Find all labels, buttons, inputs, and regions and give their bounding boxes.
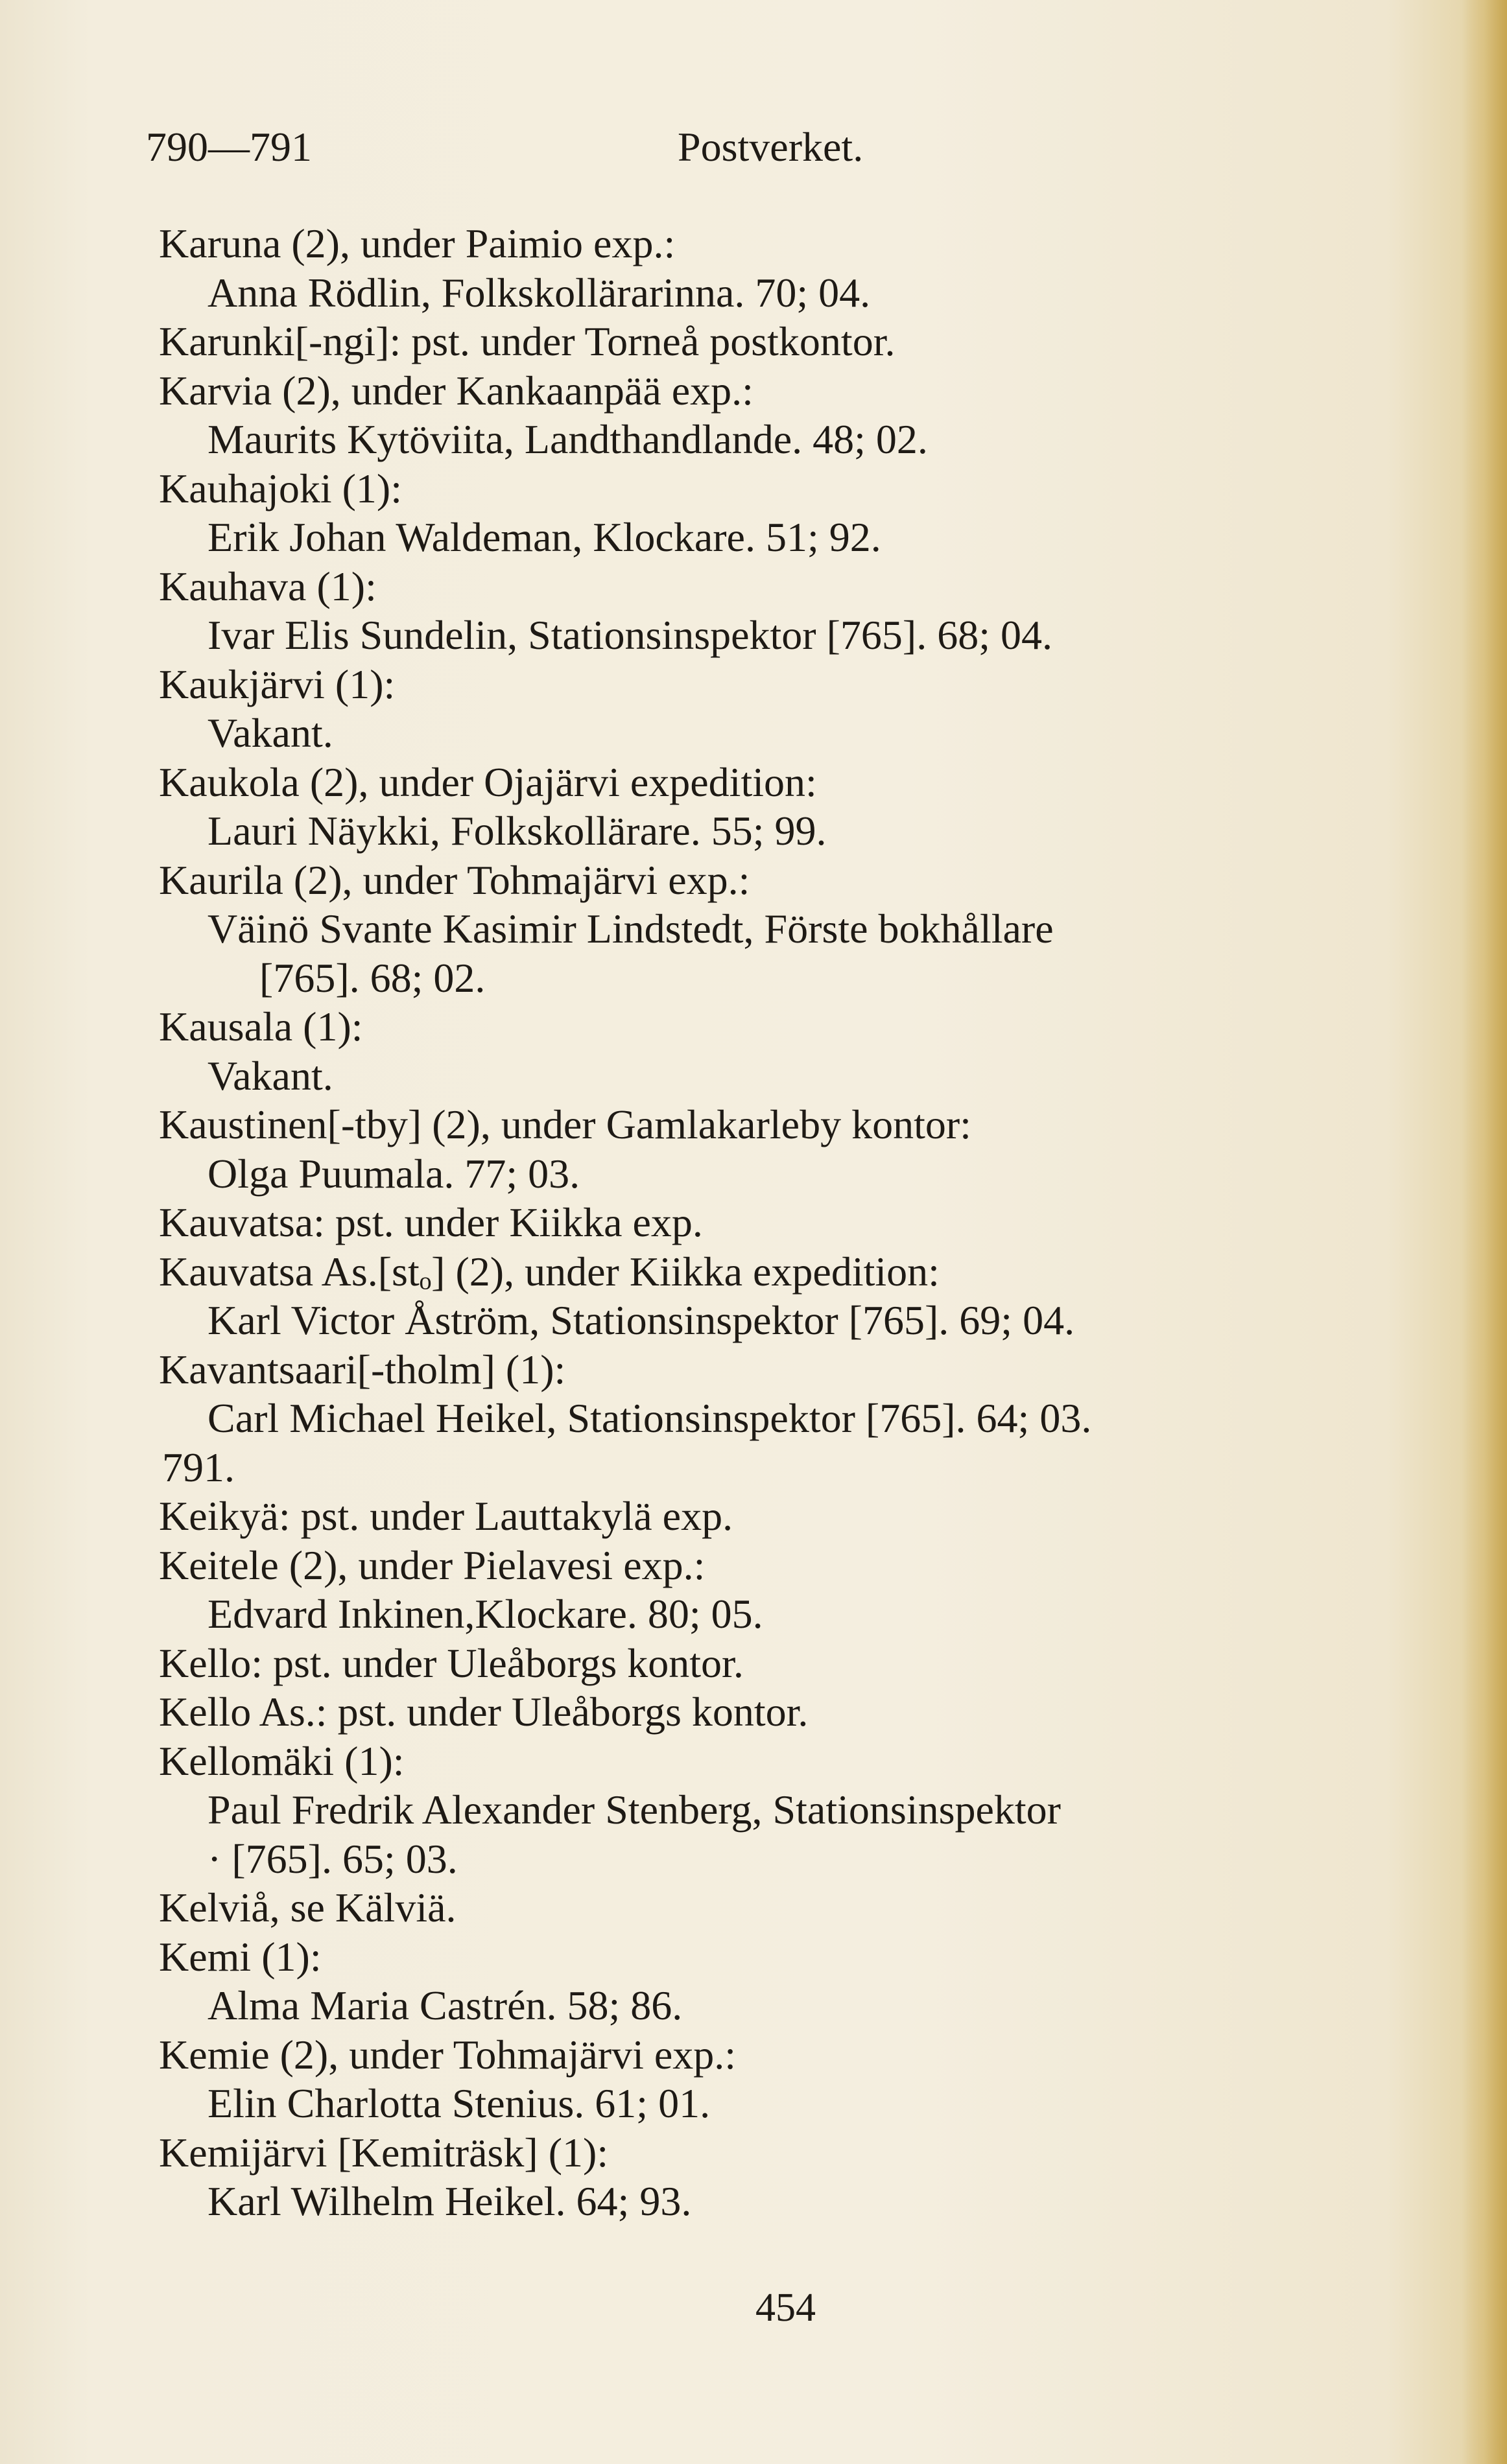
entry-heading: Kelviå, se Kälviä. <box>159 1884 457 1930</box>
entry-detail: Ivar Elis Sundelin, Stationsinspektor [765]. 68; 04. <box>208 612 1052 658</box>
entry-heading: Kavantsaari[-tholm] (1): <box>159 1346 566 1392</box>
entry-heading: Kauhava (1): <box>159 563 377 609</box>
entry-heading: Karuna (2), under Paimio exp.: <box>159 220 676 266</box>
page-header <box>146 123 1378 182</box>
entry-heading: Kausala (1): <box>159 1003 363 1050</box>
entry-heading: Kello: pst. under Uleåborgs kontor. <box>159 1639 744 1686</box>
page-number: 454 <box>755 2286 816 2330</box>
entry-detail: Elin Charlotta Stenius. 61; 01. <box>208 2080 711 2126</box>
entry-heading: Keikyä: pst. under Lauttakylä exp. <box>159 1493 733 1539</box>
running-title: Postverket. <box>678 124 864 170</box>
entry-heading: Karunki[-ngi]: pst. under Torneå postkontor. <box>159 318 896 364</box>
entry-detail: Alma Maria Castrén. 58; 86. <box>208 1982 683 2028</box>
entry-detail: Olga Puumala. 77; 03. <box>208 1150 580 1197</box>
entry-detail: Maurits Kytöviita, Landthandlande. 48; 02. <box>208 416 928 462</box>
entry-heading: Kaukjärvi (1): <box>159 661 396 707</box>
entry-detail: · [765]. 65; 03. <box>208 1835 458 1882</box>
entry-detail: Väinö Svante Kasimir Lindstedt, Förste bokhållare <box>208 906 1054 952</box>
page-edge-shading <box>1462 0 1507 2464</box>
entry-heading: Kauvatsa: pst. under Kiikka exp. <box>159 1199 703 1245</box>
entry-detail: Anna Rödlin, Folkskollärarinna. 70; 04. <box>208 269 871 316</box>
entry-heading: Kaurila (2), under Tohmajärvi exp.: <box>159 856 750 903</box>
entry-detail: Carl Michael Heikel, Stationsinspektor [765]. 64; 03. <box>208 1395 1092 1441</box>
entry-detail: Vakant. <box>208 710 333 756</box>
entry-heading: Kemie (2), under Tohmajärvi exp.: <box>159 2031 737 2078</box>
page-range: 790—791 <box>146 124 312 170</box>
entry-detail: Erik Johan Waldeman, Klockare. 51; 92. <box>208 514 881 560</box>
entry-heading: Kemi (1): <box>159 1933 322 1980</box>
page-reference: 791. <box>162 1444 235 1490</box>
entry-detail: [765]. 68; 02. <box>259 954 486 1001</box>
entry-heading: Keitele (2), under Pielavesi exp.: <box>159 1542 706 1588</box>
entry-heading: Kaukola (2), under Ojajärvi expedition: <box>159 758 817 805</box>
entry-heading: Kemijärvi [Kemiträsk] (1): <box>159 2129 609 2176</box>
entry-detail: Karl Victor Åström, Stationsinspektor [765]. 69; 04. <box>208 1297 1075 1343</box>
entry-detail: Karl Wilhelm Heikel. 64; 93. <box>208 2178 692 2224</box>
entry-heading: Kauhajoki (1): <box>159 465 402 511</box>
entry-detail: Lauri Näykki, Folkskollärare. 55; 99. <box>208 808 827 854</box>
entry-heading: Kaustinen[-tby] (2), under Gamlakarleby kontor: <box>159 1101 971 1147</box>
entry-heading: Kellomäki (1): <box>159 1737 405 1784</box>
entry-detail: Vakant. <box>208 1052 333 1099</box>
entry-heading: Karvia (2), under Kankaanpää exp.: <box>159 367 754 414</box>
entry-heading: Kauvatsa As.[stₒ] (2), under Kiikka expedition: <box>159 1248 940 1295</box>
directory-listing <box>159 219 1462 2226</box>
entry-detail: Paul Fredrik Alexander Stenberg, Stationsinspektor <box>208 1787 1061 1833</box>
entry-detail: Edvard Inkinen,Klockare. 80; 05. <box>208 1591 763 1637</box>
entry-heading: Kello As.: pst. under Uleåborgs kontor. <box>159 1689 809 1735</box>
